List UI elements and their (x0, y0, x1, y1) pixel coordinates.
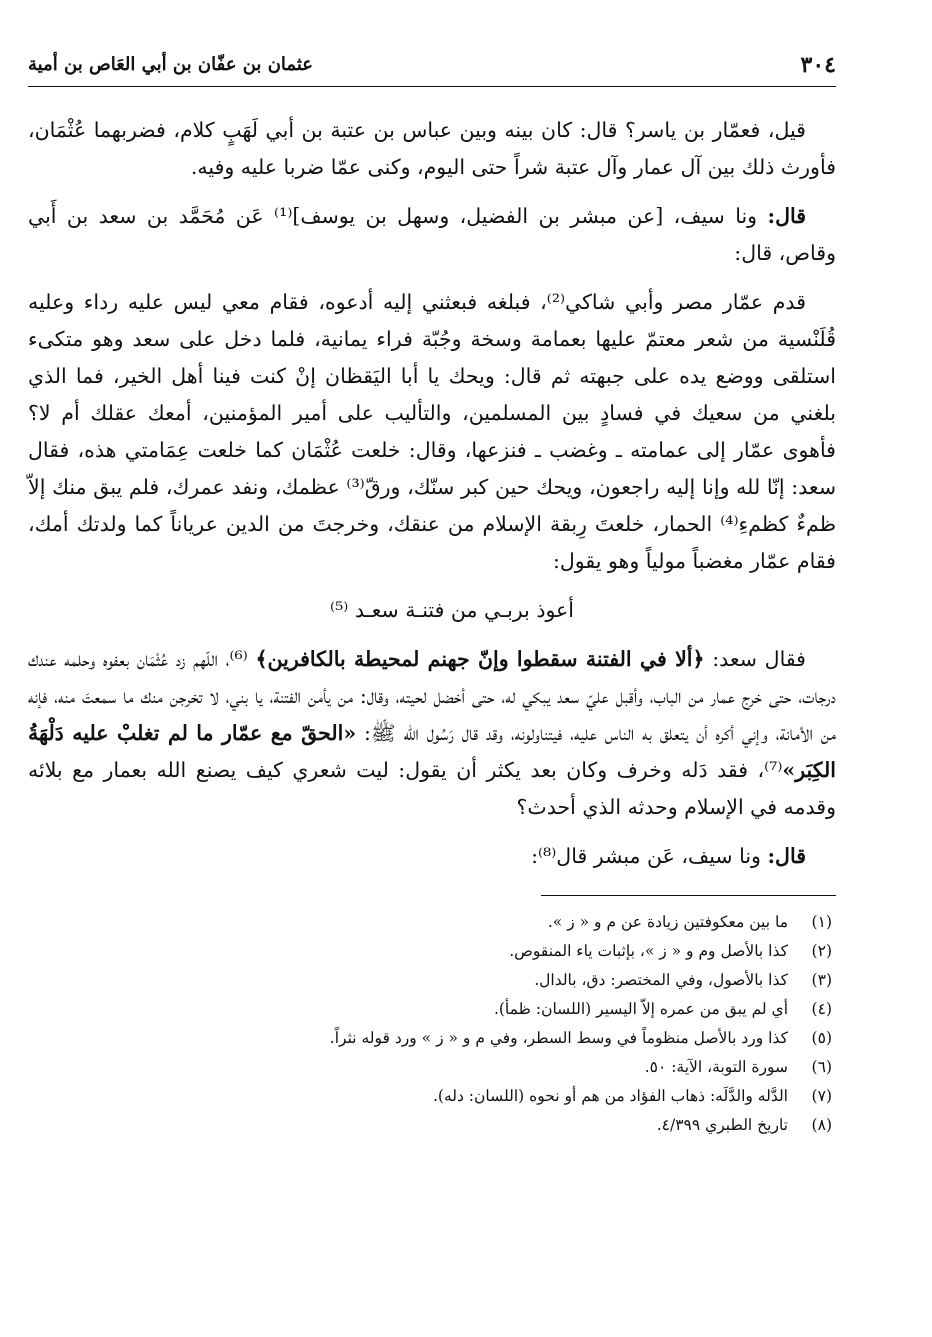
qal-label: قال: (767, 204, 807, 228)
footnote-separator (541, 895, 836, 896)
verse-line: أعوذ بربـي من فتنـة سعـد ⁽⁵⁾ (330, 598, 574, 622)
footnote-number: (٨) (811, 1116, 832, 1134)
footnote-number: (١) (811, 913, 832, 931)
hadith-quote: «الحقّ مع عمّار ما لم تغلبْ عليه دَلْهَةُ الكِبَر» (28, 721, 836, 782)
qal-label-2: قال: (767, 844, 806, 868)
paragraph-4 (28, 641, 836, 826)
quran-quote: ﴿ألا في الفتنة سقطوا وإنّ جهنم لمحيطة بالكافرين﴾ (255, 647, 705, 671)
footnote-text: تاريخ الطبري ٤/٣٩٩. (656, 1116, 788, 1134)
footnote-number: (٦) (811, 1058, 832, 1076)
footnote-item (28, 1082, 836, 1111)
header-rule (28, 86, 836, 87)
footnote-item (28, 995, 836, 1024)
running-header (28, 40, 836, 88)
paragraph-1: قيل، فعمّار بن ياسر؟ قال: كان بينه وبين عباس بن عتبة بن أبي لَهَبٍ كلام، فضربهما عُثْمَان، فأورث ذلك بين آل عمار وآل عتبة شراً حتى اليوم، وكنى عمّا ضربا عليه وفيه. (28, 118, 836, 179)
footnote-item (28, 1053, 836, 1082)
footnote-number: (٥) (811, 1029, 832, 1047)
footnote-number: (٣) (811, 971, 832, 989)
footnote-item (28, 937, 836, 966)
footnote-number: (٢) (811, 942, 832, 960)
paragraph-4-end: ⁽⁷⁾، فقد دَله وخرف وكان بعد يكثر أن يقول: ليت شعري كيف يصنع الله بعمار مع بلائه وقدمه في الإسلام وحدثه الذي أحدث؟ (28, 758, 836, 819)
paragraph-2 (28, 198, 836, 272)
footnote-number: (٧) (811, 1087, 832, 1105)
footnote-text: أي لم يبق من عمره إلاّ اليسير (اللسان: ظمأ). (493, 1000, 788, 1018)
paragraph-5 (28, 838, 836, 875)
paragraph-2-text: ونا سيف، [عن مبشر بن الفضيل، وسهل بن يوسف]⁽¹⁾ عَن مُحَمَّد بن سعد بن أَبي وقاص، قال: (28, 204, 836, 265)
footnote-text: كذا بالأصل وم و « ز »، بإثبات ياء المنقوص. (509, 942, 788, 960)
footnote-text: سورة التوبة، الآية: ٥٠. (644, 1058, 788, 1076)
footnote-number: (٤) (811, 1000, 832, 1018)
footnotes (28, 908, 836, 1140)
header-title: عثمان بن عفّان بن أبي العَاص بن أمية (28, 54, 313, 75)
footnote-text: الدَّله والدَّلَه: ذهاب الفؤاد من هم أو نحوه (اللسان: دله). (432, 1087, 788, 1105)
paragraph-5-text: ونا سيف، عَن مبشر قال⁽⁸⁾: (531, 844, 768, 868)
footnote-item (28, 908, 836, 937)
book-page (28, 40, 836, 1140)
footnote-text: كذا ورد بالأصل منظوماً في وسط السطر، وفي م و « ز » ورد قوله نثراً. (329, 1029, 788, 1047)
footnote-item (28, 966, 836, 995)
main-text (28, 112, 836, 875)
paragraph-3: قدم عمّار مصر وأبي شاكي⁽²⁾، فبلغه فبعثني إليه أدعوه، فقام معي ليس عليه رداء وعليه قُلَنْسية من شعر معتمّ عليها بعمامة وسخة وجُبّة فراء يمانية، فلما دخل على سعد وهو متكىء استلقى ووضع يده على جبهته ثم قال: ويحك يا أبا اليَقظان إنْ كنت فينا أهل الخير، فما الذي بلغني من سعيك في فسادٍ بين المسلمين، والتأليب على أمير المؤمنين، أمعك عقلك أم لا؟ فأهوى عمّار إلى عمامته ـ وغضب ـ فنزعها، وقال: خلعت عُثْمَان كما خلعت عِمَامتي هذه، فقال سعد: إنّا لله وإنا إليه راجعون، ويحك حين كبر سنّك، ورقّ⁽³⁾ عظمك، ونفد عمرك، فلم يبق منك إلاّ ظمءٌ كظمءِ⁽⁴⁾ الحمار، خلعتَ رِبقة الإسلام من عنقك، وخرجتَ من الدين عرياناً كما ولدتك أمك، فقام عمّار مغضباً مولياً وهو يقول: (28, 290, 837, 573)
page-number: ٣٠٤ (800, 52, 836, 78)
footnote-text: كذا بالأصول، وفي المختصر: دق، بالدال. (534, 971, 788, 989)
footnote-text: ما بين معكوفتين زيادة عن م و « ز ». (547, 913, 788, 931)
paragraph-4-intro: فقال سعد: (704, 647, 806, 671)
footnote-item (28, 1111, 836, 1140)
paragraph-4-middle: ⁽⁶⁾، اللّهم زد عُثْمَان بعفوه وحلمه عندك درجات، حتى خرج عمار من الباب، وأقبل عليّ سعد يبكي له، حتى أخضل لحيته، وقال: من يأمن الفتنة، يا بني، لا تخرجن منك ما سمعتَ منه، فإنه من الأمانة، وإني أكره أن يتعلق به الناس عليه، فيتناولونه، وقد قال رَسُول الله ﷺ: (28, 647, 836, 745)
footnote-item (28, 1024, 836, 1053)
